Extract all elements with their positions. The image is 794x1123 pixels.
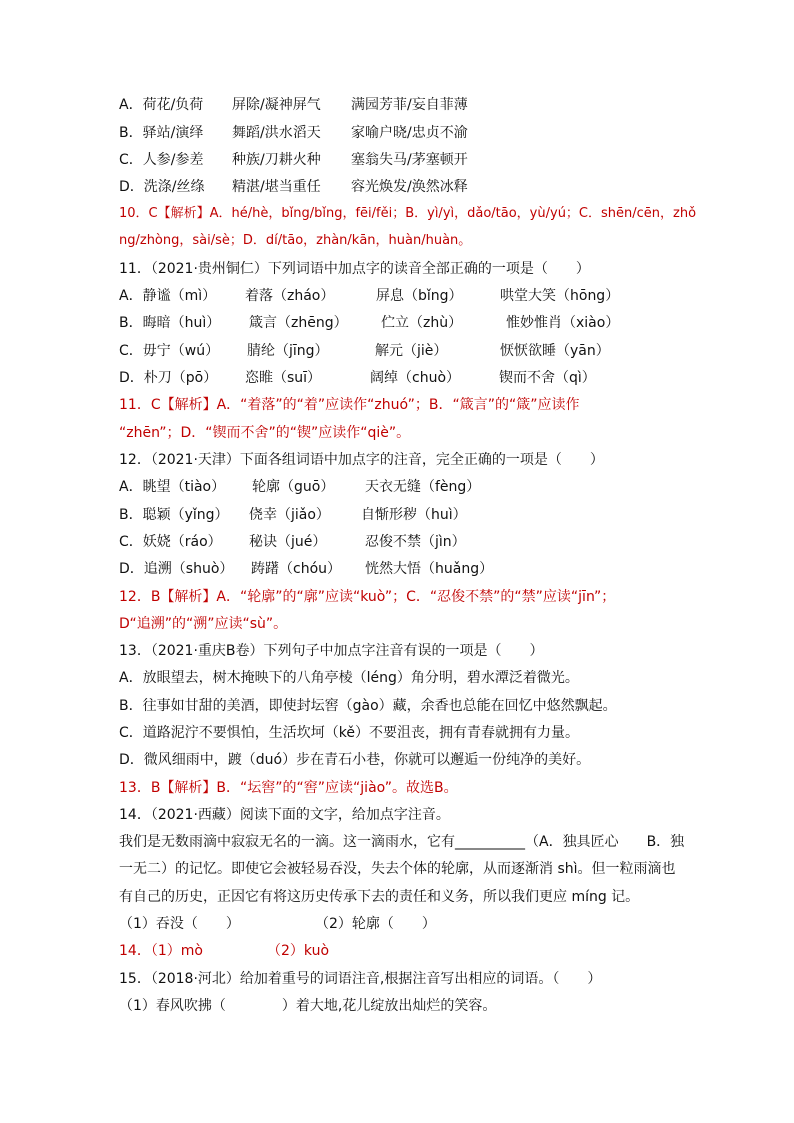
document-page: A．荷花/负荷 屏除/凝神屏气 满园芳菲/妄自菲薄 B．驿站/演绎 舞蹈/洪水滔天 家喻户晓/忠贞不渝 C．人参/参差 种族/刀耕火种 塞翁失马/茅塞顿开 D．洗涤/丝绦 精湛/堪当重任 容光焕发/涣然冰释 10．C【解析】A．hé/hè，bǐng/bǐng，fēi/fěi；B．yì/yì，dǎo/tāo，yù/yú；C．shēn/cēn，zhǒ ng/zhòng，sài/sè；D．dí/tāo，zhàn/kān，huàn/huàn。 11．（2021·贵州铜仁）下列词语中加点字的读音全部正确的一项是（ ） A．静谧（mì） 着落（zháo） 屏息（bǐng） 哄堂大笑（hōng） B．晦暗（huì） 箴言（zhēng） 伫立（zhù） 惟妙惟肖（xiào） C．毋宁（wú） 腈纶（jīng） 解元（jiè） 恹恹欲睡（yān） D．朴刀（pō） 恣睢（suī） 阔绰（chuò） 锲而不舍（qì） 11．C【解析】A．“着落”的“着”应读作“zhuó”；B．“箴言”的“箴”应读作 “zhēn”；D．“锲而不舍”的“锲”应读作“qiè”。 12．（2021·天津）下面各组词语中加点字的注音，完全正确的一项是（ ） A．眺望（tiào） 轮廓（guō） 天衣无缝（fèng） B．聪颖（yǐng） 侥幸（jiǎo） 自惭形秽（huì） C．妖娆（ráo） 秘诀（jué） 忍俊不禁（jìn） D．追溯（shuò） 踌躇（chóu） 恍然大悟（huǎng） 12．B【解析】A．“轮廓”的“廓”应读“kuò”；C．“忍俊不禁”的“禁”应读“jīn”； D“追溯”的“溯”应读“sù”。 13．（2021·重庆B卷）下列句子中加点字注音有误的一项是（ ） A．放眼望去，树木掩映下的八角亭棱（léng）角分明，碧水潭泛着微光。 B．往事如甘甜的美酒，即使封坛窖（gào）藏，余香也总能在回忆中悠然飘起。 C．道路泥泞不要惧怕，生活坎坷（kě）不要沮丧，拥有青春就拥有力量。 D．微风细雨中，踱（duó）步在青石小巷，你就可以邂逅一份纯净的美好。 13．B【解析】B．“坛窖”的“窖”应读“jiào”。故选B。 14．（2021·西藏）阅读下面的文字，给加点字注音。 我们是无数雨滴中寂寂无名的一滴。这一滴雨水，它有__________（A．独具匠心 B．独 一无二）的记忆。即使它会被轻易吞没，失去个体的轮廓，从而逐渐消 shì。但一粒雨滴也 有自己的历史，正因它有将这历史传承下去的责任和义务，所以我们更应 míng 记。 （1）吞没（ ） （2）轮廓（ ） 14．（1）mò （2）kuò 15．（2018·河北）给加着重号的词语注音,根据注音写出相应的词语。（ ） （1）春风吹拂（ ）着大地,花儿绽放出灿烂的笑容。 <box>119 97 697 1014</box>
question-13-stem: 13．（2021·重庆B卷）下列句子中加点字注音有误的一项是（ ） <box>119 643 544 659</box>
q14-passage-line3: 有自己的历史，正因它有将这历史传承下去的责任和义务，所以我们更应 míng 记。 <box>119 889 640 905</box>
answer-11-line1: 11．C【解析】A．“着落”的“着”应读作“zhuó”；B．“箴言”的“箴”应读作 <box>119 397 580 413</box>
q13-option-a: A．放眼望去，树木掩映下的八角亭棱（léng）角分明，碧水潭泛着微光。 <box>119 670 579 686</box>
q13-option-c: C．道路泥泞不要惧怕，生活坎坷（kě）不要沮丧，拥有青春就拥有力量。 <box>119 725 579 741</box>
q13-option-b: B．往事如甘甜的美酒，即使封坛窖（gào）藏，余香也总能在回忆中悠然飘起。 <box>119 698 617 714</box>
question-11-stem: 11．（2021·贵州铜仁）下列词语中加点字的读音全部正确的一项是（ ） <box>119 261 590 277</box>
q15-item-1: （1）春风吹拂（ ）着大地,花儿绽放出灿烂的笑容。 <box>119 998 497 1014</box>
answer-11-line2: “zhēn”；D．“锲而不舍”的“锲”应读作“qiè”。 <box>119 425 411 441</box>
q14-passage-line1: 我们是无数雨滴中寂寂无名的一滴。这一滴雨水，它有__________（A．独具匠心 B．独 <box>119 834 685 850</box>
answer-10-line1: 10．C【解析】A．hé/hè，bǐng/bǐng，fēi/fěi；B．yì/yì，dǎo/tāo，yù/yú；C．shēn/cēn，zhǒ <box>119 206 697 221</box>
q14-passage-line2: 一无二）的记忆。即使它会被轻易吞没，失去个体的轮廓，从而逐渐消 shì。但一粒雨滴也 <box>119 861 676 877</box>
answer-13: 13．B【解析】B．“坛窖”的“窖”应读“jiào”。故选B。 <box>119 780 458 796</box>
answer-12-line1: 12．B【解析】A．“轮廓”的“廓”应读“kuò”；C．“忍俊不禁”的“禁”应读“jīn”； <box>119 589 616 605</box>
question-14-stem: 14．（2021·西藏）阅读下面的文字，给加点字注音。 <box>119 807 450 823</box>
question-12-stem: 12．（2021·天津）下面各组词语中加点字的注音，完全正确的一项是（ ） <box>119 452 604 468</box>
question-15-stem: 15．（2018·河北）给加着重号的词语注音,根据注音写出相应的词语。（ ） <box>119 971 602 987</box>
answer-12-line2: D“追溯”的“溯”应读“sù”。 <box>119 616 288 632</box>
q13-option-d: D．微风细雨中，踱（duó）步在青石小巷，你就可以邂逅一份纯净的美好。 <box>119 752 591 768</box>
answer-10-line2: ng/zhòng，sài/sè；D．dí/tāo，zhàn/kān，huàn/huàn。 <box>119 233 472 248</box>
